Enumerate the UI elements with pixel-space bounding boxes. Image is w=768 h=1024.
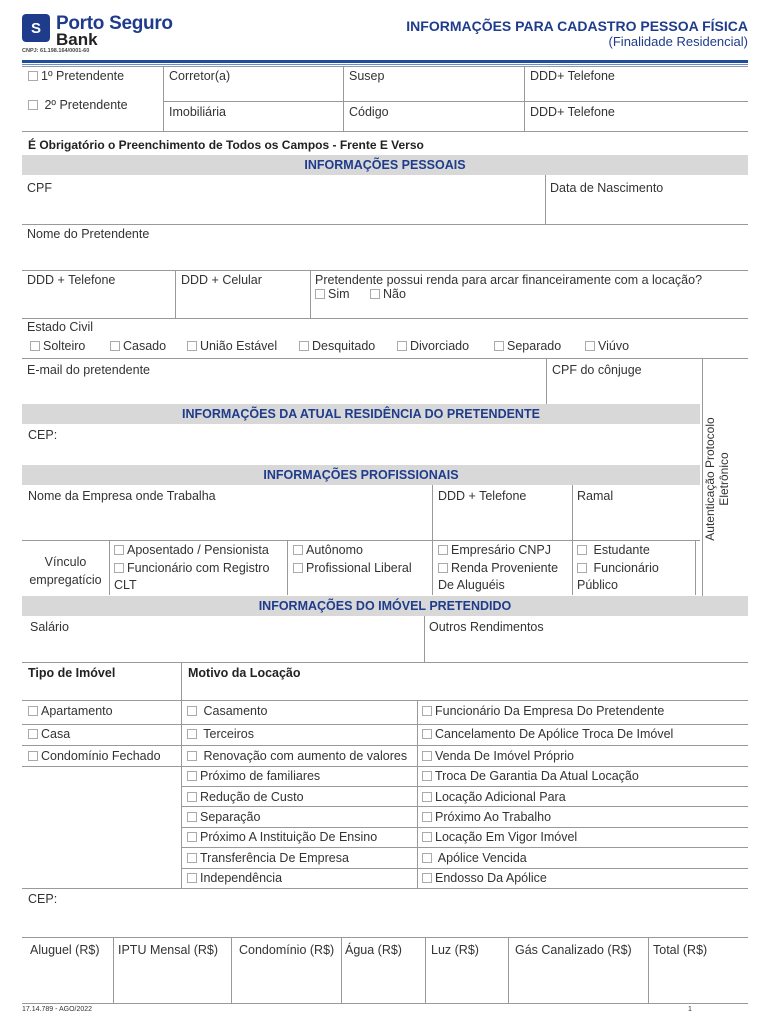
checkbox-motivo[interactable]: Próximo A Instituição De Ensino [187,830,377,844]
checkbox-casa[interactable]: Casa [28,727,70,741]
agua-field[interactable]: Água (R$) [345,943,402,957]
header-rule [22,60,748,63]
page-title: INFORMAÇÕES PARA CADASTRO PESSOA FÍSICA [406,18,748,34]
aluguel-field[interactable]: Aluguel (R$) [30,943,100,957]
checkbox-empresario[interactable]: Empresário CNPJ [438,543,551,557]
cpf-conjuge-field[interactable]: CPF do cônjuge [552,363,642,377]
cpf-field[interactable]: CPF [27,181,52,195]
checkbox-sim[interactable]: Sim [315,287,350,301]
gas-field[interactable]: Gás Canalizado (R$) [515,943,632,957]
codigo-field[interactable]: Código [349,105,389,119]
checkbox-solteiro[interactable]: Solteiro [30,339,85,353]
header-rule-thin [22,64,748,65]
checkbox-motivo[interactable]: Transferência De Empresa [187,851,349,865]
mandatory-notice: É Obrigatório o Preenchimento de Todos os Campos - Frente E Verso [28,138,424,152]
condominio-field[interactable]: Condomínio (R$) [239,943,335,957]
checkbox-motivo[interactable]: Cancelamento De Apólice Troca De Imóvel [422,727,673,741]
checkbox-motivo[interactable]: Redução de Custo [187,790,304,804]
renda-question: Pretendente possui renda para arcar financeiramente com a locação? [315,273,703,287]
checkbox-condominio-fechado[interactable]: Condomínio Fechado [28,749,161,763]
checkbox-apartamento[interactable]: Apartamento [28,704,113,718]
ddd-telefone-field-1[interactable]: DDD+ Telefone [530,69,615,83]
cep-residencia-field[interactable]: CEP: [28,428,58,442]
motivo-locacao-header: Motivo da Locação [188,666,301,680]
checkbox-motivo[interactable]: Apólice Vencida [422,851,527,865]
checkbox-motivo[interactable]: Troca De Garantia Da Atual Locação [422,769,639,783]
total-field[interactable]: Total (R$) [653,943,708,957]
checkbox-motivo[interactable]: Próximo Ao Trabalho [422,810,551,824]
section-imovel: INFORMAÇÕES DO IMÓVEL PRETENDIDO [22,596,748,616]
checkbox-motivo[interactable]: Renovação com aumento de valores [187,749,407,763]
ddd-telefone-field[interactable]: DDD + Telefone [27,273,116,287]
section-residencia: INFORMAÇÕES DA ATUAL RESIDÊNCIA DO PRETENDENTE [22,404,700,424]
checkbox-nao[interactable]: Não [370,287,406,301]
salario-field[interactable]: Salário [30,620,69,634]
autenticacao-label: Autenticação Protocolo Eletrônico [703,417,731,541]
email-field[interactable]: E-mail do pretendente [27,363,150,377]
checkbox-uniao-estavel[interactable]: União Estável [187,339,277,353]
checkbox-motivo[interactable]: Casamento [187,704,267,718]
checkbox-motivo[interactable]: Endosso Da Apólice [422,871,547,885]
ddd-telefone-field-2[interactable]: DDD+ Telefone [530,105,615,119]
checkbox-separado[interactable]: Separado [494,339,561,353]
cnpj: CNPJ: 61.198.164/0001-60 [22,48,90,54]
checkbox-funcionario-registro[interactable]: Funcionário com Registro CLT [114,561,270,592]
checkbox-profissional-liberal[interactable]: Profissional Liberal [293,561,412,575]
vinculo-label: Vínculo empregatício [29,555,102,587]
nome-field[interactable]: Nome do Pretendente [27,227,150,241]
brand-logo [22,14,50,42]
empresa-ddd-telefone-field[interactable]: DDD + Telefone [438,489,527,503]
checkbox-motivo[interactable]: Próximo de familiares [187,769,320,783]
checkbox-2-pretendente[interactable]: 2º Pretendente [28,98,128,112]
cep-imovel-field[interactable]: CEP: [28,892,58,906]
checkbox-motivo[interactable]: Terceiros [187,727,254,741]
page-number: 1 [688,1006,692,1013]
checkbox-renda-alugueis[interactable]: Renda Proveniente De Aluguéis [438,561,559,592]
checkbox-autonomo[interactable]: Autônomo [293,543,363,557]
iptu-field[interactable]: IPTU Mensal (R$) [118,943,219,957]
form-code: 17.14.789 - AGO/2022 [22,1006,93,1013]
nascimento-field[interactable]: Data de Nascimento [550,181,664,195]
empresa-field[interactable]: Nome da Empresa onde Trabalha [28,489,216,503]
luz-field[interactable]: Luz (R$) [431,943,479,957]
tipo-imovel-header: Tipo de Imóvel [28,666,116,680]
checkbox-viuvo[interactable]: Viúvo [585,339,629,353]
checkbox-motivo[interactable]: Locação Adicional Para [422,790,566,804]
section-profissionais: INFORMAÇÕES PROFISSIONAIS [22,465,700,485]
page-subtitle: (Finalidade Residencial) [608,34,748,49]
brand-name-bank: Bank [56,30,98,49]
checkbox-motivo[interactable]: Venda De Imóvel Próprio [422,749,574,763]
checkbox-motivo[interactable]: Separação [187,810,260,824]
outros-rendimentos-field[interactable]: Outros Rendimentos [429,620,544,634]
imobiliaria-field[interactable]: Imobiliária [169,105,226,119]
checkbox-motivo[interactable]: Independência [187,871,282,885]
checkbox-divorciado[interactable]: Divorciado [397,339,469,353]
checkbox-aposentado[interactable]: Aposentado / Pensionista [114,543,269,557]
checkbox-desquitado[interactable]: Desquitado [299,339,375,353]
checkbox-casado[interactable]: Casado [110,339,166,353]
corretor-field[interactable]: Corretor(a) [169,69,231,83]
checkbox-motivo[interactable]: Locação Em Vigor Imóvel [422,830,577,844]
checkbox-funcionario-publico[interactable]: Funcionário Público [577,561,659,592]
ddd-celular-field[interactable]: DDD + Celular [181,273,262,287]
logo-icon: S [22,14,50,42]
susep-field[interactable]: Susep [349,69,385,83]
ramal-field[interactable]: Ramal [577,489,614,503]
section-pessoais: INFORMAÇÕES PESSOAIS [22,155,748,175]
estado-civil-label: Estado Civil [27,320,93,334]
checkbox-motivo[interactable]: Funcionário Da Empresa Do Pretendente [422,704,664,718]
checkbox-1-pretendente[interactable]: 1º Pretendente [28,69,124,83]
checkbox-estudante[interactable]: Estudante [577,543,650,557]
brand-name: Porto Seguro [56,13,173,34]
